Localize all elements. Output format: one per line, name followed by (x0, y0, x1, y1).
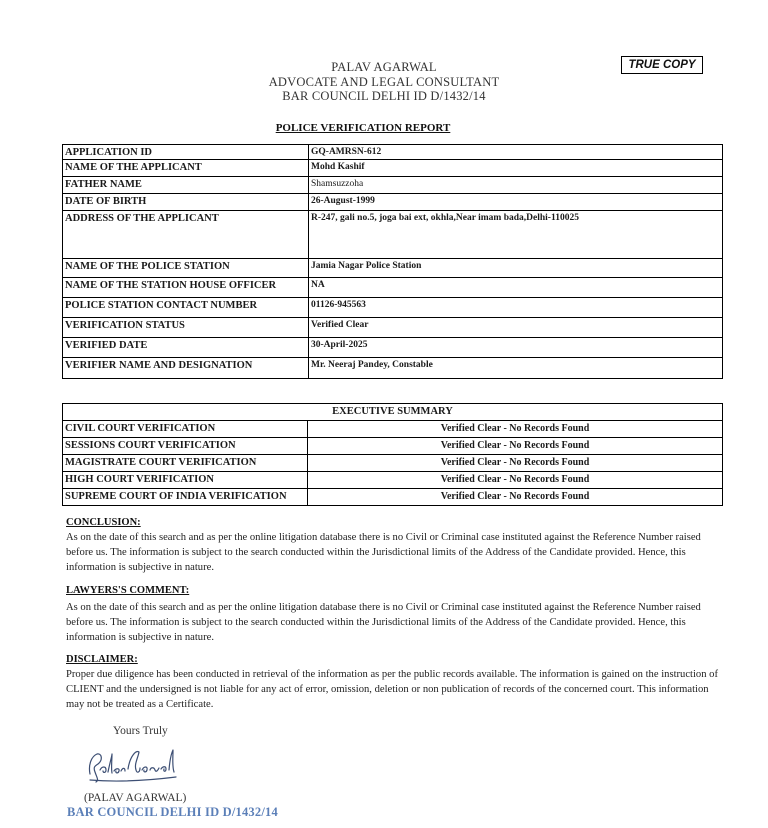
closing-text: Yours Truly (113, 725, 168, 737)
details-value: 26-August-1999 (309, 194, 723, 211)
details-label: VERIFIER NAME AND DESIGNATION (63, 358, 309, 379)
details-row (63, 177, 723, 194)
details-value: Mohd Kashif (309, 160, 723, 177)
summary-row (63, 421, 723, 438)
details-value: GQ-AMRSN-612 (309, 145, 723, 160)
details-value: Mr. Neeraj Pandey, Constable (309, 358, 723, 379)
details-row (63, 259, 723, 278)
summary-label: SUPREME COURT OF INDIA VERIFICATION (63, 489, 308, 506)
advocate-name: PALAV AGARWAL (331, 60, 437, 74)
details-label: POLICE STATION CONTACT NUMBER (63, 298, 309, 318)
signatory-bar-id: BAR COUNCIL DELHI ID D/1432/14 (67, 805, 278, 819)
details-row (63, 278, 723, 298)
bar-council-id: BAR COUNCIL DELHI ID D/1432/14 (282, 89, 486, 103)
summary-row (63, 489, 723, 506)
details-row (63, 145, 723, 160)
summary-row (63, 472, 723, 489)
details-value: Verified Clear (309, 318, 723, 338)
summary-value: Verified Clear - No Records Found (308, 438, 723, 455)
details-label: DATE OF BIRTH (63, 194, 309, 211)
report-title: POLICE VERIFICATION REPORT (275, 122, 451, 134)
details-label: NAME OF THE APPLICANT (63, 160, 309, 177)
details-label: NAME OF THE STATION HOUSE OFFICER (63, 278, 309, 298)
summary-label: HIGH COURT VERIFICATION (63, 472, 308, 489)
details-row (63, 298, 723, 318)
details-row (63, 211, 723, 259)
details-value: NA (309, 278, 723, 298)
executive-summary-table (62, 403, 723, 506)
details-value: Shamsuzzoha (309, 177, 723, 194)
details-label: FATHER NAME (63, 177, 309, 194)
summary-header-row (63, 404, 723, 421)
summary-value: Verified Clear - No Records Found (308, 455, 723, 472)
details-row (63, 160, 723, 177)
details-row (63, 318, 723, 338)
summary-label: SESSIONS COURT VERIFICATION (63, 438, 308, 455)
summary-value: Verified Clear - No Records Found (308, 472, 723, 489)
details-label: VERIFICATION STATUS (63, 318, 309, 338)
summary-value: Verified Clear - No Records Found (308, 489, 723, 506)
details-value: 30-April-2025 (309, 338, 723, 358)
disclaimer-text: Proper due diligence has been conducted in retrieval of the information as per the public records available. The information is gained on the instruction of CLIENT and the undersigned is not liable for any act of error, omission, deletion or non publication of records of the concerned court. This information may not be treated as a Certificate. (66, 669, 718, 710)
summary-label: MAGISTRATE COURT VERIFICATION (63, 455, 308, 472)
summary-value: Verified Clear - No Records Found (308, 421, 723, 438)
advocate-title: ADVOCATE AND LEGAL CONSULTANT (268, 74, 500, 89)
lawyers-comment-text: As on the date of this search and as per the online litigation database there is no Civil or Criminal case instituted against the Reference Number raised before us. The information is subject to the search conducted within the Jurisdictional limits of the Address of the Candidate provided. Hence, this information is subjective in nature. (66, 602, 701, 643)
details-label: APPLICATION ID (63, 145, 309, 160)
details-value: R-247, gali no.5, joga bai ext, okhla,Near imam bada,Delhi-110025 (309, 211, 723, 259)
summary-label: CIVIL COURT VERIFICATION (63, 421, 308, 438)
summary-title: EXECUTIVE SUMMARY (63, 404, 723, 421)
details-label: ADDRESS OF THE APPLICANT (63, 211, 309, 259)
signature-image (84, 744, 184, 786)
summary-row (63, 455, 723, 472)
details-table (62, 144, 723, 379)
signatory-name: (PALAV AGARWAL) (84, 792, 187, 804)
details-label: NAME OF THE POLICE STATION (63, 259, 309, 278)
details-row (63, 358, 723, 379)
details-value: 01126-945563 (309, 298, 723, 318)
conclusion-text: As on the date of this search and as per the online litigation database there is no Civil or Criminal case instituted against the Reference Number raised before us. The information is subject to the search conducted within the Jurisdictional limits of the Address of the Candidate provided. Hence, this information is subjective in nature. (66, 532, 701, 573)
true-copy-stamp: TRUE COPY (621, 56, 703, 74)
conclusion-title: CONCLUSION: (66, 517, 141, 528)
details-row (63, 194, 723, 211)
details-row (63, 338, 723, 358)
details-value: Jamia Nagar Police Station (309, 259, 723, 278)
disclaimer-title: DISCLAIMER: (66, 654, 138, 665)
summary-row (63, 438, 723, 455)
details-label: VERIFIED DATE (63, 338, 309, 358)
lawyers-comment-title: LAWYERS'S COMMENT: (66, 585, 190, 596)
